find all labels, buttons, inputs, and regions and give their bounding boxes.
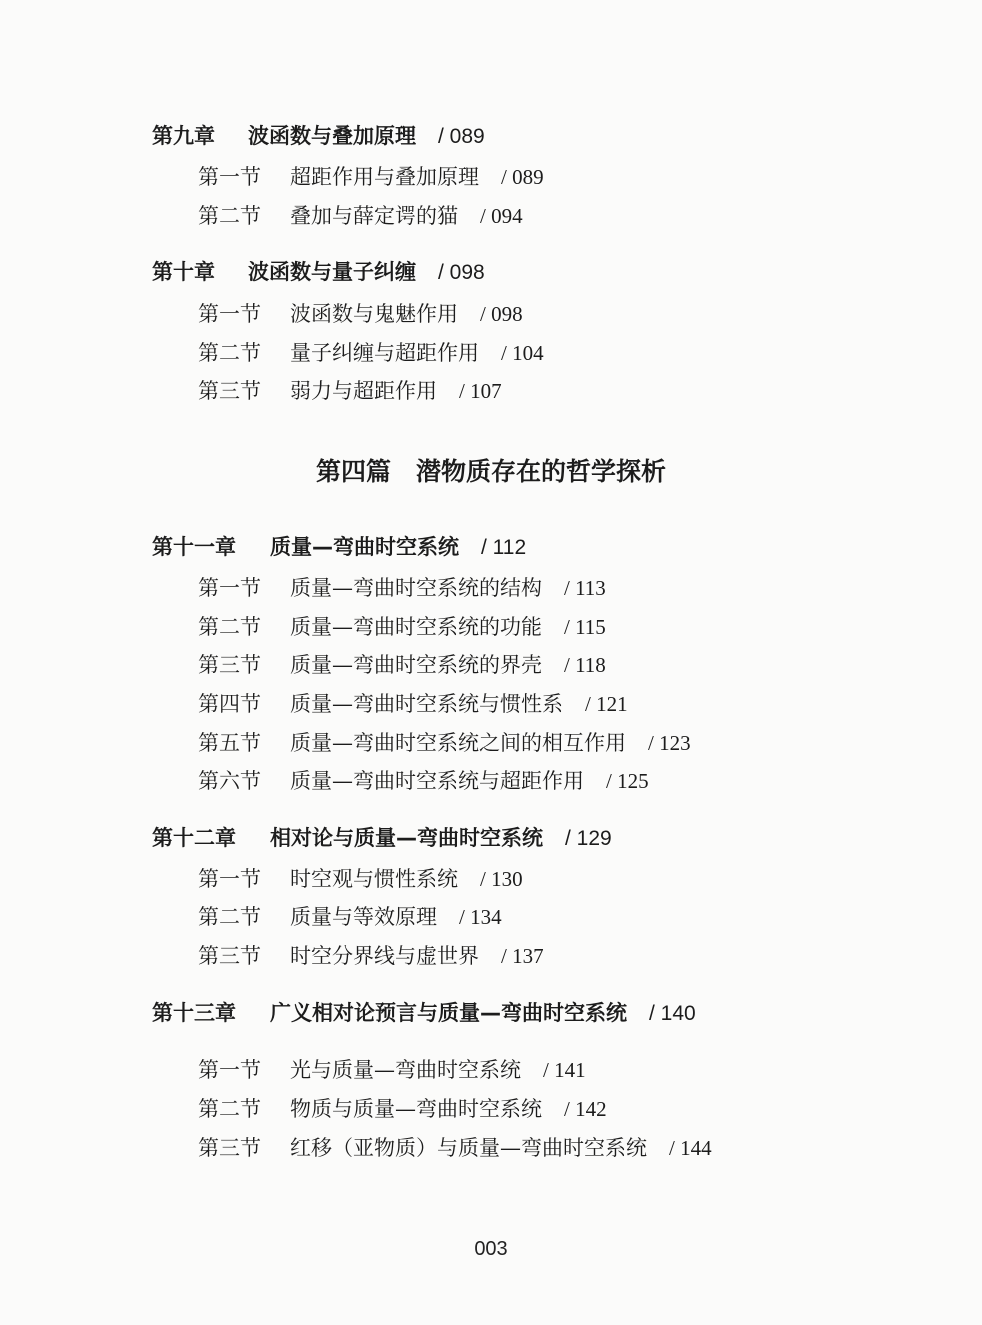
entry-label: 第二节	[198, 1097, 261, 1121]
entry-title: 物质与质量—弯曲时空系统	[290, 1097, 542, 1121]
entry-title: 质量—弯曲时空系统的功能	[290, 615, 542, 639]
toc-section	[198, 1093, 607, 1123]
entry-label: 第四节	[198, 692, 261, 716]
entry-title: 量子纠缠与超距作用	[290, 341, 479, 365]
entry-label: 第一节	[198, 302, 261, 326]
entry-title: 弱力与超距作用	[290, 379, 437, 403]
entry-page: / 134	[459, 905, 502, 929]
entry-label: 第二节	[198, 204, 261, 228]
entry-title: 叠加与薛定谔的猫	[290, 204, 458, 228]
entry-title: 质量—弯曲时空系统的结构	[290, 576, 542, 600]
entry-page: / 098	[480, 302, 523, 326]
toc-section	[198, 649, 606, 679]
entry-page: / 098	[438, 261, 485, 284]
entry-title: 广义相对论预言与质量—弯曲时空系统	[270, 1001, 627, 1025]
entry-title: 红移（亚物质）与质量—弯曲时空系统	[290, 1136, 647, 1160]
entry-title: 质量与等效原理	[290, 905, 437, 929]
entry-title: 波函数与鬼魅作用	[290, 302, 458, 326]
toc-section	[198, 161, 544, 191]
toc-chapter-12	[152, 822, 612, 852]
entry-page: / 089	[501, 165, 544, 189]
entry-page: / 142	[564, 1097, 607, 1121]
toc-section	[198, 940, 544, 970]
entry-label: 第一节	[198, 576, 261, 600]
entry-label: 第十三章	[152, 1001, 236, 1025]
entry-page: / 115	[564, 615, 606, 639]
entry-title: 波函数与叠加原理	[248, 124, 416, 148]
entry-page: / 140	[649, 1002, 696, 1025]
entry-label: 第三节	[198, 379, 261, 403]
entry-page: / 118	[564, 653, 606, 677]
entry-label: 第三节	[198, 1136, 261, 1160]
page-number: 003	[474, 1238, 508, 1260]
toc-section	[198, 298, 523, 328]
entry-page: / 094	[480, 204, 523, 228]
entry-label: 第十一章	[152, 535, 236, 559]
entry-label: 第二节	[198, 341, 261, 365]
toc-section	[198, 337, 544, 367]
toc-chapter-11	[152, 531, 526, 561]
entry-page: / 137	[501, 944, 544, 968]
entry-label: 第三节	[198, 944, 261, 968]
entry-label: 第三节	[198, 653, 261, 677]
entry-title: 相对论与质量—弯曲时空系统	[270, 826, 543, 850]
entry-page: / 104	[501, 341, 544, 365]
toc-section	[198, 727, 691, 757]
entry-label: 第六节	[198, 769, 261, 793]
entry-label: 第五节	[198, 731, 261, 755]
entry-title: 质量—弯曲时空系统的界壳	[290, 653, 542, 677]
toc-section	[198, 765, 649, 795]
toc-section	[198, 688, 628, 718]
entry-page: / 141	[543, 1058, 586, 1082]
entry-title: 波函数与量子纠缠	[248, 260, 416, 284]
toc-section	[198, 1054, 586, 1084]
toc-section	[198, 863, 523, 893]
entry-page: / 123	[648, 731, 691, 755]
entry-label: 第十二章	[152, 826, 236, 850]
entry-page: / 129	[565, 827, 612, 850]
entry-page: / 130	[480, 867, 523, 891]
entry-page: / 125	[606, 769, 649, 793]
toc-section	[198, 901, 502, 931]
entry-title: 时空分界线与虚世界	[290, 944, 479, 968]
entry-page: / 113	[564, 576, 606, 600]
toc-section	[198, 375, 502, 405]
entry-title: 质量—弯曲时空系统与超距作用	[290, 769, 584, 793]
entry-title: 质量—弯曲时空系统之间的相互作用	[290, 731, 626, 755]
part-label: 第四篇	[316, 457, 392, 486]
entry-label: 第一节	[198, 1058, 261, 1082]
part-title: 潜物质存在的哲学探析	[416, 457, 667, 486]
entry-label: 第一节	[198, 867, 261, 891]
entry-title: 时空观与惯性系统	[290, 867, 458, 891]
toc-part-4	[316, 452, 666, 488]
toc-section	[198, 572, 606, 602]
entry-label: 第九章	[152, 124, 215, 148]
toc-section	[198, 611, 606, 641]
entry-page: / 089	[438, 125, 485, 148]
entry-title: 质量—弯曲时空系统	[270, 535, 459, 559]
entry-page: / 107	[459, 379, 502, 403]
toc-section	[198, 200, 523, 230]
toc-chapter-10	[152, 256, 485, 286]
entry-label: 第十章	[152, 260, 215, 284]
entry-title: 光与质量—弯曲时空系统	[290, 1058, 521, 1082]
entry-label: 第一节	[198, 165, 261, 189]
entry-label: 第二节	[198, 615, 261, 639]
entry-title: 质量—弯曲时空系统与惯性系	[290, 692, 563, 716]
entry-page: / 121	[585, 692, 628, 716]
entry-page: / 112	[481, 536, 527, 559]
entry-label: 第二节	[198, 905, 261, 929]
toc-chapter-9	[152, 120, 485, 150]
entry-page: / 144	[669, 1136, 712, 1160]
toc-section	[198, 1132, 712, 1162]
toc-chapter-13	[152, 997, 696, 1027]
entry-title: 超距作用与叠加原理	[290, 165, 479, 189]
